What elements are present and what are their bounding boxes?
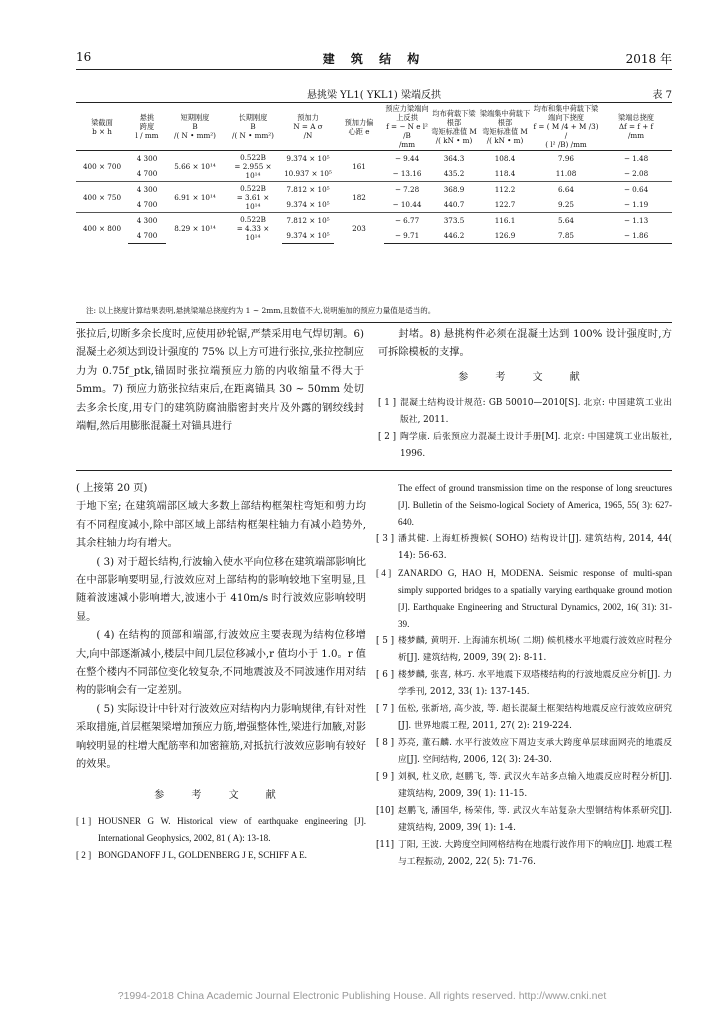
moment-point-cell: 108.4 (478, 151, 532, 167)
reference-item (376, 531, 672, 565)
reference-text: HOUSNER G W. Historical view of earthquake engineering [J]. International Geophysics, 2002, 81 ( A): 13-18. (98, 815, 366, 843)
section-cell: 400 × 750 (76, 182, 128, 213)
span-cell: 4 700 (136, 200, 158, 209)
table-header-cell (384, 103, 430, 151)
journal-title: 建 筑 结 构 (322, 52, 426, 66)
reference-text: The effect of ground transmission time on the response of long sreuctures [J]. Bulletin of the Seismo-logical Society of America, 1965, 55( 3): 627-640. (398, 483, 672, 527)
table-header-line: 均布和集中荷载下梁端向下挠度 (533, 104, 599, 122)
table-header-line: /( kN • m) (486, 135, 524, 145)
table-header-cell (166, 103, 224, 151)
reference-number: [ 4 ] (376, 568, 392, 578)
eccentricity-cell: 182 (334, 182, 384, 213)
table-header-line: ( l² /B) /mm (545, 140, 587, 149)
table-header-cell (600, 103, 672, 151)
moment-uniform-cell: 440.7 (443, 200, 465, 209)
long-stiffness-line: 0.522B (240, 214, 266, 224)
reference-number: [ 5 ] (376, 636, 395, 646)
reference-item (378, 429, 672, 463)
table-header-line: /( kN • m) (435, 135, 473, 145)
table-header-line: Δf = f + f (618, 122, 654, 131)
span-cell: 4 700 (128, 228, 166, 244)
lower-references-right (376, 480, 672, 871)
table-header-cell (334, 103, 384, 151)
camber-cell: − 9.71 (384, 228, 430, 244)
reference-number: [ 8 ] (376, 738, 395, 748)
prestress-force-cell: 10.937 × 10⁵ (284, 169, 332, 178)
lower-references-left (76, 813, 366, 864)
reference-item (378, 395, 672, 429)
upper-right-paragraph: 封堵。8) 悬挑构件必须在混凝土达到 100% 设计强度时,方可拆除模板的支撑。 (378, 329, 672, 359)
table-header-line: 长期刚度 (238, 113, 268, 122)
moment-uniform-cell: 373.5 (430, 213, 478, 229)
copyright-footer: ?1994-2018 China Academic Journal Electronic Publishing House. All rights reserved. http://www.cnki.net (117, 990, 607, 1002)
reference-number: [ 7 ] (376, 704, 395, 714)
reference-item (376, 633, 672, 667)
long-stiffness-cell (224, 182, 282, 213)
total-deflection-cell: − 0.64 (600, 182, 672, 198)
table-body (76, 151, 672, 244)
table-header-line: l / mm (135, 131, 159, 140)
reference-item (376, 735, 672, 769)
table-header-line: f = − N e l² /B (386, 122, 428, 140)
total-deflection-cell: − 2.08 (623, 169, 649, 178)
moment-uniform-cell: 368.9 (430, 182, 478, 198)
table-note: 注: 以上挠度计算结果表明,悬挑梁端总挠度约为 1 ~ 2mm,且数值不大,说明施加的预应力量值是适当的。 (86, 306, 436, 315)
long-stiffness-line: 10¹⁴ (245, 232, 261, 242)
conclusion-paragraph-5: ( 5) 实际设计中针对行波效应对结构内力影响规律,有针对性采取措施,首层框架梁增加预应力筋,增强整体性,梁进行加腋,对影响较明显的柱增大配筋率和加密箍筋,对抵抗行波效应影响有较好的效果。 (76, 703, 366, 771)
total-deflection-cell: − 1.13 (600, 213, 672, 229)
table-header-line: /( N • mm²) (232, 131, 274, 140)
header-rule (76, 69, 672, 70)
reference-text: 楼梦麟, 张喜, 林巧. 水平地震下双塔楼结构的行波地震反应分析[J]. 力学季刊, 2012, 33( 1): 137-145. (398, 670, 672, 697)
long-stiffness-cell (224, 151, 282, 182)
lower-right-column (376, 480, 672, 871)
page-number: 16 (76, 50, 92, 64)
table-header-line: B (250, 122, 256, 131)
total-deflection-cell: − 1.19 (623, 200, 649, 209)
table-row (76, 151, 672, 167)
camber-cell: − 6.77 (384, 213, 430, 229)
table-row (76, 182, 672, 198)
table-header-cell (282, 103, 334, 151)
table-header-cell (224, 103, 282, 151)
moment-uniform-cell: 446.2 (430, 228, 478, 244)
table-title: 悬挑梁 YL1( YKL1) 梁端反拱 (306, 90, 442, 101)
prestress-force-cell: 9.374 × 10⁵ (282, 151, 334, 167)
camber-cell: − 10.44 (392, 200, 422, 209)
prestress-force-cell: 7.812 × 10⁵ (282, 213, 334, 229)
reference-item (376, 701, 672, 735)
table-header-line: 预应力梁端向上反拱 (385, 104, 429, 122)
lower-left-column (76, 480, 366, 864)
moment-uniform-cell: 364.3 (430, 151, 478, 167)
long-stiffness-line: = 4.33 × (236, 223, 270, 233)
long-stiffness-cell (224, 213, 282, 244)
deflection-cell: 6.64 (532, 182, 600, 198)
moment-uniform-cell: 435.2 (443, 169, 465, 178)
span-cell: 4 300 (128, 151, 166, 167)
moment-point-cell: 116.1 (478, 213, 532, 229)
deflection-cell: 11.08 (555, 169, 577, 178)
eccentricity-cell: 203 (334, 213, 384, 244)
short-stiffness-cell: 6.91 × 10¹⁴ (166, 182, 224, 213)
span-cell: 4 300 (128, 213, 166, 229)
conclusion-paragraph-4: ( 4) 在结构的顶部和端部,行波效应主要表现为结构位移增大,向中部逐渐减小,楼层中间几层位移减小,r 值均小于 1.0。r 值在整个楼内不同部位变化较复杂,不同地震波及不同波速作用对结构的影响会有一定差别。 (76, 630, 366, 697)
table-header-line: /mm (398, 140, 416, 149)
deflection-cell: 5.64 (532, 213, 600, 229)
total-deflection-cell: − 1.86 (600, 228, 672, 244)
conclusion-paragraph-3: ( 3) 对于超长结构,行波输入使水平向位移在建筑端部影响比在中部影响要明显,行波效应对上部结构的影响较地下室明显,且随着波速减小影响增大,波速小于 410m/s 时行波效应影响较明显。 (76, 556, 366, 623)
section-cell: 400 × 800 (76, 213, 128, 244)
upper-left-paragraph: 张拉后,切断多余长度时,应使用砂轮锯,严禁采用电气焊切割。6) 混凝土必须达到设计强度的 75% 以上方可进行张拉,张拉控制应力为 0.75f_ptk,锚固时张拉端预应力筋的内收缩量不得大于 5mm。7) 预应力筋张拉结束后,在距离锚具 30 ~ 50mm 处切去多余长度,用专门的建筑防腐油脂密封夹片及外露的钢绞线封端帽,然后用膨胀混凝土对锚具进行 (76, 329, 364, 433)
upper-right-column (378, 326, 672, 463)
page-header (76, 50, 672, 66)
table-header-line: 梁端集中荷载下根部 (479, 108, 531, 127)
long-stiffness-line: 0.522B (240, 183, 266, 193)
lower-references-heading: 参 考 文 献 (154, 789, 288, 801)
table-header-cell (128, 103, 166, 151)
table-header-line: 弯矩标准值 M (431, 126, 477, 136)
span-cell: 4 700 (136, 169, 158, 178)
camber-cell: − 13.16 (392, 169, 422, 178)
reference-text: 丁阳, 王波. 大跨度空间网格结构在地震行波作用下的响应[J]. 地震工程与工程振动, 2002, 22( 5): 71-76. (398, 840, 672, 867)
reference-text: BONGDANOFF J L, GOLDENBERG J E, SCHIFF A E. (98, 849, 307, 860)
reference-number: [ 9 ] (376, 772, 395, 782)
table-header-cell (478, 103, 532, 151)
reference-item (76, 847, 366, 864)
table-header-line: /( N • mm²) (174, 131, 216, 140)
table-row (76, 213, 672, 229)
table-number: 表 7 (652, 90, 672, 101)
table-header-row (76, 103, 672, 151)
deflection-table (76, 102, 672, 244)
table-header-cell (76, 103, 128, 151)
table-header-cell (430, 103, 478, 151)
reference-number: [ 6 ] (376, 670, 395, 680)
table-header-line: /mm (627, 131, 645, 140)
table-header-line: N = A σ (293, 122, 323, 131)
reference-number: [10] (376, 806, 395, 816)
reference-text: 刘枫, 杜义欣, 赵鹏飞, 等. 武汉火车站多点输入地震反应时程分析[J]. 建筑结构, 2009, 39( 1): 11-15. (398, 772, 672, 799)
long-stiffness-line: 10¹⁴ (245, 170, 261, 180)
total-deflection-cell: − 1.48 (600, 151, 672, 167)
deflection-cell: 7.96 (532, 151, 600, 167)
long-stiffness-line: = 2.955 × (234, 161, 272, 171)
short-stiffness-cell: 8.29 × 10¹⁴ (166, 213, 224, 244)
reference-item (376, 837, 672, 871)
camber-cell: − 9.44 (384, 151, 430, 167)
table-header-line: 均布荷载下梁根部 (432, 108, 476, 127)
prestress-force-cell: 9.374 × 10⁵ (286, 200, 330, 209)
prestress-force-cell: 9.374 × 10⁵ (282, 228, 334, 244)
reference-text: ZANARDO G, HAO H, MODENA. Seismic response of multi-span simply supported bridges to a spatially varying earthquake ground motion [J]. Earthquake Engineering and Structural Dynamics, 2002, 16( 31): 31-39. (398, 568, 672, 629)
reference-item (376, 803, 672, 837)
reference-number: [11] (376, 840, 395, 850)
prestress-force-cell: 7.812 × 10⁵ (282, 182, 334, 198)
table-header-line: B (192, 122, 198, 131)
reference-text: 潘其健. 上海虹桥搜候( SOHO) 结构设计[J]. 建筑结构, 2014, 44( 14): 56-63. (398, 534, 672, 561)
reference-item (376, 769, 672, 803)
moment-point-cell: 118.4 (494, 169, 516, 178)
conclusion-paragraph-2-tail: 于地下室; 在建筑端部区域大多数上部结构框架柱弯矩和剪力均有不同程度减小,除中部区域上部结构框架柱轴力有减小趋势外,其余柱轴力均有增大。 (76, 501, 366, 550)
table-header-line: 弯矩标准值 M (482, 126, 528, 136)
long-stiffness-line: = 3.61 × (236, 192, 270, 202)
table-header-line: /N (303, 131, 313, 140)
upper-left-column (76, 326, 364, 436)
table-caption (76, 86, 672, 101)
continued-note: ( 上接第 20 页) (76, 483, 148, 494)
long-stiffness-line: 10¹⁴ (245, 201, 261, 211)
table-header-line: 短期刚度 (180, 113, 210, 122)
reference-text: 伍松, 张新培, 高少波, 等. 超长混凝土框架结构地震反应行波效应研究[J]. 世界地震工程, 2011, 27( 2): 219-224. (398, 704, 672, 731)
long-stiffness-line: 0.522B (240, 152, 266, 162)
eccentricity-cell: 161 (334, 151, 384, 182)
table-bottom-rule (76, 322, 672, 323)
reference-text: 楼梦麟, 黄明开. 上海浦东机场( 二期) 候机楼水平地震行波效应时程分析[J]. 建筑结构, 2009, 39( 2): 8-11. (398, 636, 672, 663)
short-stiffness-cell: 5.66 × 10¹⁴ (166, 151, 224, 182)
reference-number: [ 3 ] (376, 534, 395, 544)
table-header-line: 心距 e (348, 126, 370, 136)
table-header-line: 梁端总挠度 (618, 113, 654, 122)
upper-references-list (378, 395, 672, 463)
journal-year: 2018 年 (625, 52, 672, 66)
table-header-line: 梁截面 (91, 117, 113, 127)
reference-item (76, 813, 366, 847)
reference-number: [ 2 ] (378, 432, 397, 443)
table-header-line: 悬挑 (139, 113, 155, 122)
reference-text: 陶学康. 后张预应力混凝土设计手册[M]. 北京: 中国建筑工业出版社, 1996. (400, 432, 672, 460)
moment-point-cell: 122.7 (494, 200, 516, 209)
table-header-line: 预加力偏 (344, 117, 374, 127)
span-cell: 4 300 (128, 182, 166, 198)
reference-text: 苏亮, 董石麟. 水平行波效应下周边支承大跨度单层球面网壳的地震反应[J]. 空间结构, 2006, 12( 3): 24-30. (398, 738, 672, 765)
table-header-line: 跨度 (139, 122, 155, 131)
reference-text: 赵鹏飞, 潘国华, 杨荣伟, 等. 武汉火车站复杂大型钢结构体系研究[J]. 建筑结构, 2009, 39( 1): 1-4. (398, 806, 672, 833)
upper-references-heading: 参 考 文 献 (458, 371, 592, 383)
reference-text: 混凝土结构设计规范: GB 50010—2010[S]. 北京: 中国建筑工业出版社, 2011. (400, 398, 672, 426)
deflection-cell: 9.25 (557, 200, 574, 209)
section-divider (76, 470, 672, 471)
camber-cell: − 7.28 (384, 182, 430, 198)
reference-item (376, 667, 672, 701)
table-header-cell (532, 103, 600, 151)
table-header-line: b × h (92, 126, 112, 136)
table-header-line: 预加力 (297, 113, 319, 122)
reference-item (376, 480, 672, 531)
table-header-line: f = ( M /4 + M /3) / (533, 122, 599, 140)
moment-point-cell: 112.2 (478, 182, 532, 198)
moment-point-cell: 126.9 (478, 228, 532, 244)
reference-item (376, 565, 672, 633)
reference-number: [ 1 ] (378, 398, 397, 409)
section-cell: 400 × 700 (76, 151, 128, 182)
reference-number: [ 1 ] (76, 815, 92, 826)
reference-number: [ 2 ] (76, 849, 92, 860)
deflection-cell: 7.85 (532, 228, 600, 244)
